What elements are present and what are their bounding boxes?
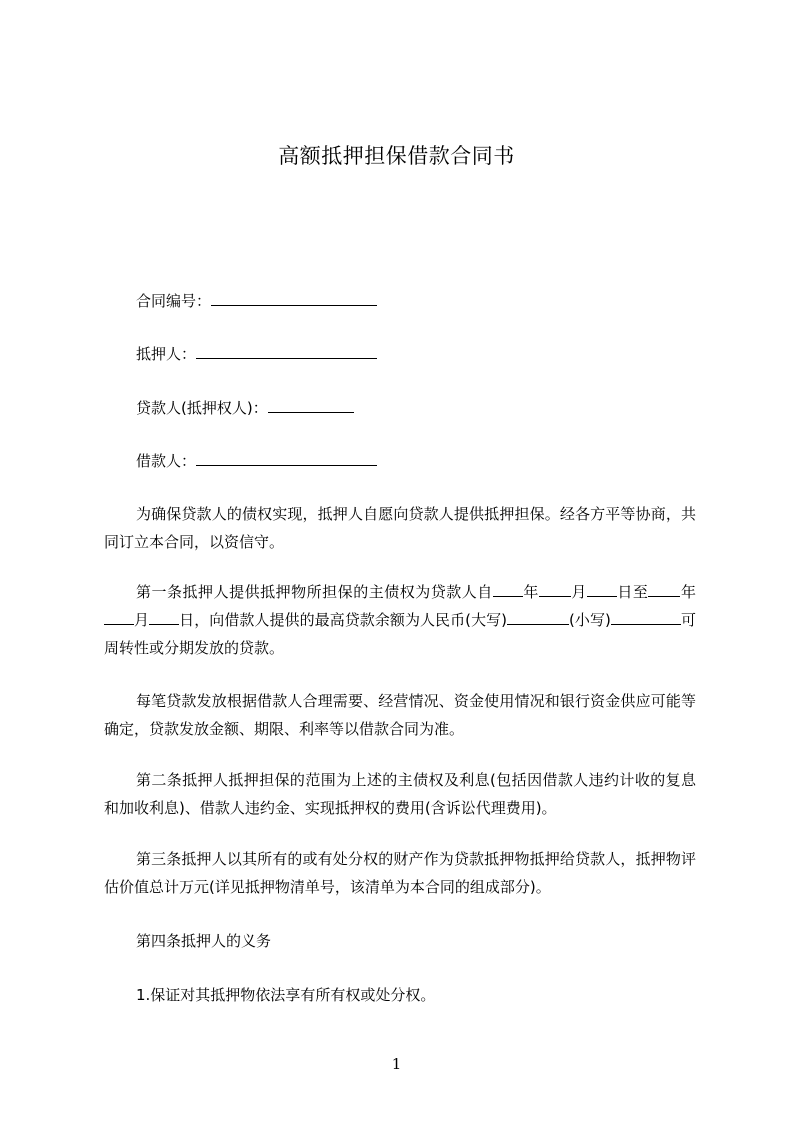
article-1-end: 可周转性或分期发放的贷款。 — [104, 611, 696, 657]
article-3-paragraph: 第三条抵押人以其所有的或有处分权的财产作为贷款抵押物抵押给贷款人，抵押物评估价值总计万元(详见抵押物清单号，该清单为本合同的组成部分)。 — [104, 850, 696, 896]
article-4-item-1: 1.保证对其抵押物依法享有所有权或处分权。 — [136, 986, 436, 1004]
borrower-blank[interactable] — [196, 451, 377, 466]
mortgagor-label: 抵押人： — [136, 345, 197, 363]
borrower-field — [136, 451, 377, 471]
end-day-blank[interactable] — [149, 610, 179, 625]
contract-number-label: 合同编号： — [136, 292, 212, 310]
end-year-prefix-blank[interactable] — [648, 582, 680, 597]
start-day-label: 日至 — [616, 583, 649, 601]
end-year-label: 年 — [680, 583, 696, 601]
end-month-blank[interactable] — [104, 610, 134, 625]
start-year-blank[interactable] — [493, 582, 523, 597]
lender-blank[interactable] — [268, 398, 354, 413]
start-month-label: 月 — [570, 583, 587, 601]
end-day-label: 日，向借款人提供的最高贷款余额为人民币(大写) — [179, 611, 508, 629]
article-4-heading: 第四条抵押人的义务 — [136, 932, 272, 950]
article-1-text: 第一条抵押人提供抵押物所担保的主债权为贷款人自 — [136, 583, 493, 601]
article-2-paragraph: 第二条抵押人抵押担保的范围为上述的主债权及利息(包括因借款人违约计收的复息和加收利息)、借款人违约金、实现抵押权的费用(含诉讼代理费用)。 — [104, 771, 696, 817]
amount-uppercase-blank[interactable] — [507, 610, 569, 625]
amount-lowercase-label: (小写) — [569, 611, 611, 629]
page-number: 1 — [391, 1055, 402, 1073]
borrower-label: 借款人： — [136, 452, 197, 470]
intro-paragraph: 为确保贷款人的债权实现，抵押人自愿向贷款人提供抵押担保。经各方平等协商，共同订立本合同，以资信守。 — [104, 505, 696, 551]
mortgagor-blank[interactable] — [196, 344, 377, 359]
start-month-blank[interactable] — [539, 582, 571, 597]
mortgagor-field — [136, 344, 377, 364]
document-title: 高额抵押担保借款合同书 — [278, 144, 515, 168]
amount-lowercase-blank[interactable] — [611, 610, 649, 625]
start-day-blank[interactable] — [587, 582, 617, 597]
start-year-label: 年 — [522, 583, 539, 601]
contract-number-field — [136, 291, 377, 311]
amount-lowercase-blank-cont[interactable] — [649, 610, 681, 625]
article-1-paragraph — [104, 578, 696, 662]
loan-note-paragraph: 每笔贷款发放根据借款人合理需要、经营情况、资金使用情况和银行资金供应可能等确定，贷款发放金额、期限、利率等以借款合同为准。 — [104, 692, 696, 738]
contract-number-blank[interactable] — [211, 291, 377, 306]
lender-field — [136, 398, 354, 418]
end-month-label: 月 — [134, 611, 150, 629]
lender-label: 贷款人(抵押权人)： — [136, 399, 268, 417]
